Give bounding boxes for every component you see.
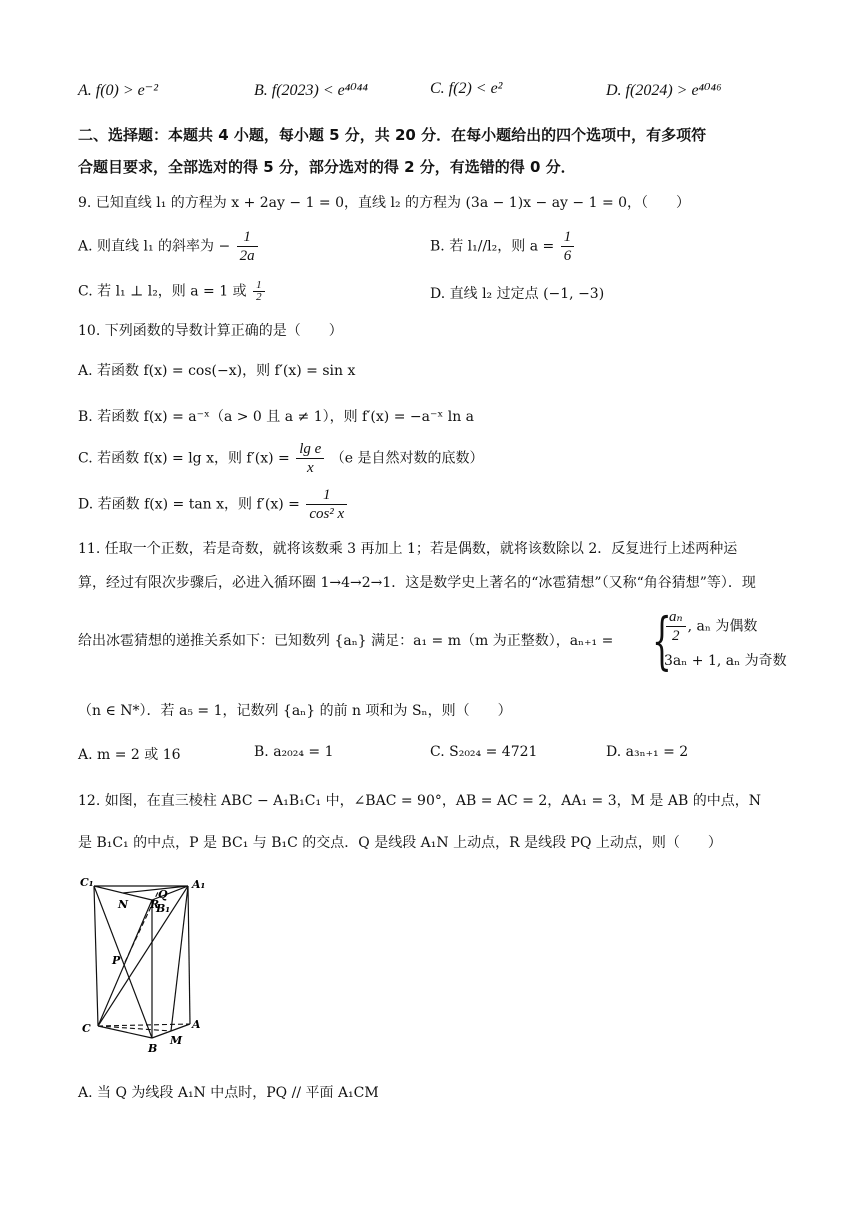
edge-c-a-hidden — [98, 1024, 190, 1026]
section-2-heading-line2: 合题目要求，全部选对的得 5 分，部分选对的得 2 分，有选错的得 0 分． — [78, 158, 576, 176]
q10-option-c-note: （e 是自然对数的底数） — [330, 450, 484, 467]
q11-line4: （n ∈ N*）．若 a₅ = 1，记数列 {aₙ} 的前 n 项和为 Sₙ，则（ ） — [78, 703, 512, 719]
fraction-numerator: 1 — [253, 280, 265, 292]
q11-option-a: A. m = 2 或 16 — [78, 747, 181, 763]
q11-case-even — [664, 608, 757, 645]
q9-option-c — [78, 280, 267, 303]
q11-line1: 11. 任取一个正数，若是奇数，就将该数乘 3 再加上 1；若是偶数，就将该数除以 2．反复进行上述两种运 — [78, 541, 738, 557]
q10-option-d-fraction — [306, 486, 347, 523]
label-c1: C₁ — [80, 876, 94, 889]
fraction-denominator: cos² x — [309, 506, 345, 522]
fraction-numerator: 1 — [306, 486, 347, 505]
q8-option-d: D. f(2024) > e⁴⁰⁴⁶ — [606, 82, 722, 99]
q9-option-c-fraction — [253, 280, 265, 303]
q9-option-b-fraction — [561, 228, 575, 265]
fraction-denominator: 2a — [239, 248, 255, 264]
q10-option-c-fraction — [296, 440, 324, 477]
q10-option-b: B. 若函数 f(x) = a⁻ˣ（a > 0 且 a ≠ 1），则 f′(x) = −a⁻ˣ ln a — [78, 409, 475, 425]
q11-line3: 给出冰雹猜想的递推关系如下：已知数列 {aₙ} 满足：a₁ = m（m 为正整数），aₙ₊₁ = — [78, 633, 614, 649]
label-c: C — [82, 1022, 91, 1035]
q11-case-even-text: , aₙ 为偶数 — [687, 618, 758, 635]
fraction-numerator: aₙ — [666, 608, 686, 627]
fraction-numerator: 1 — [561, 228, 575, 247]
q11-option-d: D. a₃ₙ₊₁ = 2 — [606, 744, 689, 760]
q10-option-c-text: C. 若函数 f(x) = lg x，则 f′(x) = — [78, 450, 290, 467]
q9-option-b — [430, 228, 576, 265]
q10-option-a: A. 若函数 f(x) = cos(−x)，则 f′(x) = sin x — [78, 363, 356, 379]
q12-option-a: A. 当 Q 为线段 A₁N 中点时，PQ // 平面 A₁CM — [78, 1085, 379, 1101]
q11-case-even-fraction — [666, 608, 686, 645]
fraction-denominator: x — [306, 460, 314, 476]
q10-option-c — [78, 440, 484, 477]
label-n: N — [118, 898, 129, 911]
q9-stem: 9. 已知直线 l₁ 的方程为 x + 2ay − 1 = 0，直线 l₂ 的方程为 (3a − 1)x − ay − 1 = 0，（ ） — [78, 195, 691, 211]
q11-case-odd: 3aₙ + 1, aₙ 为奇数 — [664, 653, 787, 669]
q9-option-b-text: B. 若 l₁//l₂，则 a = — [430, 238, 555, 255]
q11-line2: 算，经过有限次步骤后，必进入循环圈 1→4→2→1．这是数学史上著名的“冰雹猜想”（又称“角谷猜想”等）．现 — [78, 575, 756, 591]
q10-stem: 10. 下列函数的导数计算正确的是（ ） — [78, 323, 343, 339]
q8-option-a: A. f(0) > e⁻² — [78, 82, 159, 99]
label-a1: A₁ — [192, 878, 206, 891]
q10-option-d — [78, 486, 349, 523]
q12-line1: 12. 如图，在直三棱柱 ABC − A₁B₁C₁ 中，∠BAC = 90°，AB = AC = 2，AA₁ = 3，M 是 AB 的中点，N — [78, 793, 761, 809]
label-q: Q — [158, 888, 168, 901]
section-2-heading-line1: 二、选择题：本题共 4 小题，每小题 5 分，共 20 分．在每小题给出的四个选项中，有多项符 — [78, 126, 707, 144]
q11-piecewise-definition — [652, 606, 792, 680]
q12-line2: 是 B₁C₁ 的中点，P 是 BC₁ 与 B₁C 的交点．Q 是线段 A₁N 上动点，R 是线段 PQ 上动点，则（ ） — [78, 835, 722, 851]
fraction-denominator: 2 — [256, 291, 262, 303]
q9-option-d: D. 直线 l₂ 过定点 (−1, −3) — [430, 286, 605, 302]
q9-option-a — [78, 228, 260, 265]
label-b1: B₁ — [156, 902, 171, 915]
edge-a1-a — [188, 886, 190, 1024]
q11-option-c: C. S₂₀₂₄ = 4721 — [430, 744, 538, 760]
q8-option-c: C. f(2) < e² — [430, 80, 503, 97]
fraction-numerator: 1 — [237, 228, 258, 247]
left-brace: { — [652, 604, 672, 677]
fraction-denominator: 6 — [563, 248, 572, 264]
label-m: M — [170, 1034, 183, 1047]
q9-option-a-fraction — [237, 228, 258, 265]
q9-option-c-text: C. 若 l₁ ⊥ l₂，则 a = 1 或 — [78, 283, 247, 300]
label-a: A — [192, 1018, 201, 1031]
q8-option-b: B. f(2023) < e⁴⁰⁴⁴ — [254, 82, 368, 99]
label-b: B — [148, 1042, 158, 1055]
q10-option-d-text: D. 若函数 f(x) = tan x，则 f′(x) = — [78, 496, 300, 513]
fraction-numerator: lg e — [296, 440, 324, 459]
label-r: R — [150, 898, 160, 911]
q9-option-a-text: A. 则直线 l₁ 的斜率为 − — [78, 238, 231, 255]
prism-figure — [78, 872, 218, 1062]
fraction-denominator: 2 — [672, 628, 680, 644]
q11-option-b: B. a₂₀₂₄ = 1 — [254, 744, 334, 760]
label-p: P — [112, 954, 121, 967]
edge-c1-c — [94, 886, 98, 1026]
